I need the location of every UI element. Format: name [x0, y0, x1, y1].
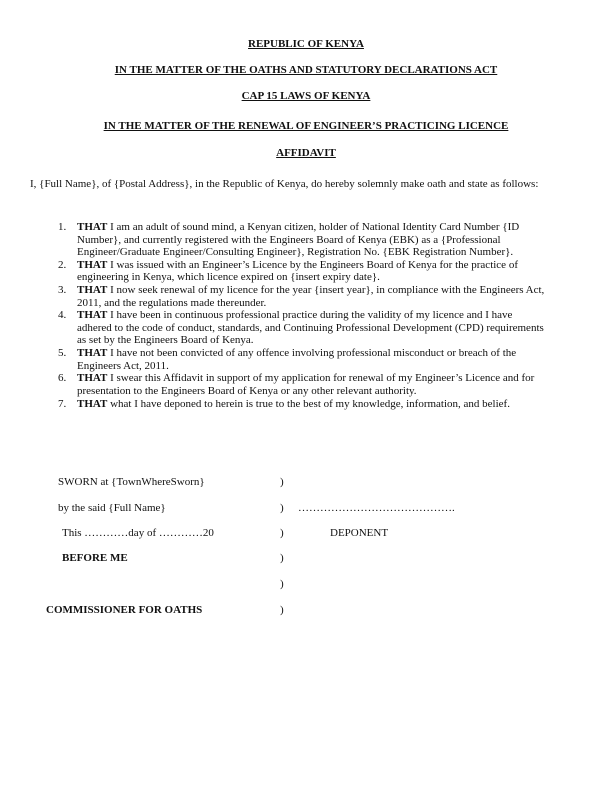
item-number: 4.	[58, 309, 67, 322]
sworn-at: SWORN at {TownWhereSworn}	[58, 476, 205, 488]
item-lead: THAT	[77, 221, 108, 233]
paren: )	[280, 527, 284, 539]
list-item	[58, 221, 548, 259]
heading-cap15: CAP 15 LAWS OF KENYA	[241, 90, 371, 102]
item-number: 2.	[58, 258, 67, 271]
heading-republic: REPUBLIC OF KENYA	[248, 38, 364, 50]
heading-affidavit: AFFIDAVIT	[276, 147, 336, 159]
item-text: what I have deponed to herein is true to the best of my knowledge, information, and belief.	[107, 398, 510, 411]
this-day: This …………day of …………20	[62, 527, 214, 539]
by-the-said: by the said {Full Name}	[58, 502, 166, 514]
commissioner-row	[0, 604, 612, 618]
item-number: 6.	[58, 372, 67, 385]
item-lead: THAT	[77, 372, 108, 385]
item-lead: THAT	[77, 398, 108, 411]
sworn-row	[0, 476, 612, 490]
item-lead: THAT	[77, 258, 108, 271]
heading-oaths-act: IN THE MATTER OF THE OATHS AND STATUTORY DECLARATIONS ACT	[114, 64, 498, 76]
paren: )	[280, 502, 284, 514]
date-row	[0, 527, 612, 541]
list-item	[58, 372, 548, 397]
item-lead: THAT	[77, 283, 108, 296]
list-item	[58, 284, 548, 309]
item-lead: THAT	[77, 309, 108, 322]
list-item	[58, 347, 548, 372]
paren: )	[280, 552, 284, 564]
list-item	[58, 309, 548, 347]
item-text: I am an adult of sound mind, a Kenyan citizen, holder of National Identity Card Number {ID Number}, and currently registered with the Engineers Board of Kenya (EBK) as a {Professional Engineer/Graduate Engineer/Consulting Engineer}, Registration No. {EBK Registration Number}.	[77, 221, 520, 259]
before-me: BEFORE ME	[62, 552, 128, 564]
item-number: 3.	[58, 283, 67, 296]
deponent-label: DEPONENT	[330, 527, 389, 539]
paren: )	[280, 604, 284, 616]
intro-paragraph: I, {Full Name}, of {Postal Address}, in the Republic of Kenya, do hereby solemnly make oath and state as follows:	[30, 178, 539, 190]
item-number: 7.	[58, 398, 67, 411]
item-text: I was issued with an Engineer’s Licence by the Engineers Board of Kenya for the practice of engineering in Kenya, which licence expired on {insert expiry date}.	[77, 258, 518, 284]
declaration-list	[58, 221, 548, 412]
by-said-row	[0, 502, 612, 516]
list-item	[58, 397, 548, 412]
item-text: I have not been convicted of any offence involving professional misconduct or breach of the Engineers Act, 2011.	[77, 346, 517, 372]
paren: )	[280, 578, 284, 590]
item-lead: THAT	[77, 346, 108, 359]
heading-renewal: IN THE MATTER OF THE RENEWAL OF ENGINEER’S PRACTICING LICENCE	[103, 120, 509, 132]
blank-row	[0, 578, 612, 592]
item-number: 5.	[58, 346, 67, 359]
item-text: I have been in continuous professional practice during the validity of my licence and I have adhered to the code of conduct, standards, and Continuing Professional Development (CPD) requirements as set by the Engineers Board of Kenya.	[77, 309, 544, 347]
signature-line: …………………………………….	[298, 502, 455, 514]
item-number: 1.	[58, 221, 67, 233]
commissioner-for-oaths: COMMISSIONER FOR OATHS	[46, 604, 203, 616]
list-item	[58, 259, 548, 284]
item-text: I now seek renewal of my licence for the year {insert year}, in compliance with the Engineers Act, 2011, and the regulations made thereunder.	[77, 283, 545, 309]
item-text: I swear this Affidavit in support of my application for renewal of my Engineer’s Licence and for presentation to the Engineers Board of Kenya or any other relevant authority.	[77, 372, 535, 397]
paren: )	[280, 476, 284, 488]
before-me-row	[0, 552, 612, 566]
